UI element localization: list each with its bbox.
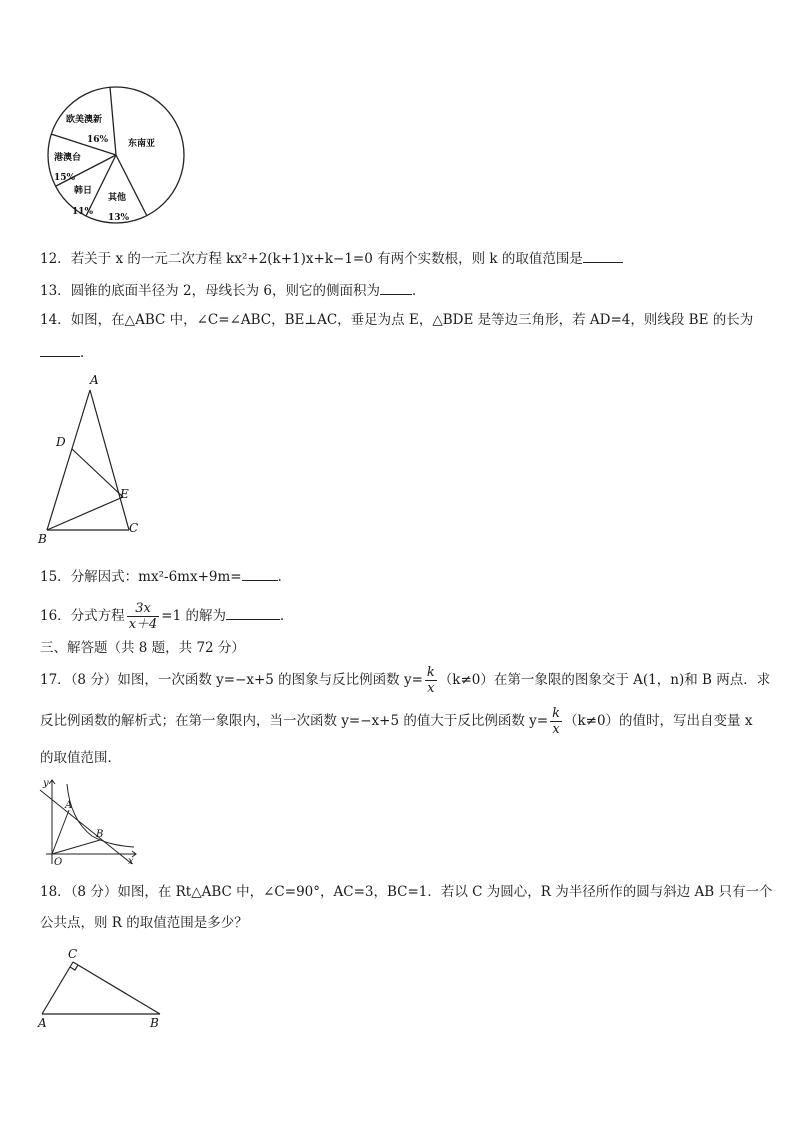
question-text: 圆锥的底面半径为 2，母线长为 6，则它的侧面积为 xyxy=(70,283,380,299)
question-text: 如图，在△ABC 中，∠C=∠ABC，BE⊥AC，垂足为点 E，△BDE 是等边三角形，若 AD=4，则线段 BE 的长为 xyxy=(70,312,754,328)
question-number: 18． xyxy=(40,884,71,900)
question-12 xyxy=(40,248,623,269)
label-O: O xyxy=(54,857,63,868)
pie-label-jpkr: 韩日 xyxy=(74,186,93,196)
figure-14-triangle xyxy=(34,370,146,550)
fraction-denominator: x＋4 xyxy=(128,617,158,632)
pie-label-other: 其他 xyxy=(108,193,127,203)
label-A: A xyxy=(38,1016,47,1030)
question-text-2: =1 的解为 xyxy=(161,608,226,624)
question-17-line3: 的取值范围． xyxy=(40,750,121,766)
linear-function-line xyxy=(40,790,132,864)
pie-label-hk: 港澳台 xyxy=(54,153,82,163)
question-17-line2 xyxy=(40,704,752,738)
question-14 xyxy=(40,310,753,330)
period: ． xyxy=(411,283,426,299)
segment-OA xyxy=(52,810,69,854)
label-B: B xyxy=(96,829,104,840)
answer-blank xyxy=(242,566,278,581)
fraction-denominator: x xyxy=(427,681,435,696)
question-number: 16． xyxy=(40,608,71,624)
fraction-numerator: 3x xyxy=(127,601,160,617)
question-15 xyxy=(40,566,291,587)
label-B: B xyxy=(38,532,47,546)
question-16 xyxy=(40,597,294,635)
answer-blank xyxy=(226,605,280,620)
question-number: 14． xyxy=(40,312,71,328)
question-text-3: 反比例函数的解析式；在第一象限内，当一次函数 y=−x+5 的值大于反比例函数 y= xyxy=(40,713,549,729)
answer-blank xyxy=(40,342,80,357)
label-y: y xyxy=(43,778,49,789)
question-13 xyxy=(40,280,425,301)
question-number: 13． xyxy=(40,283,71,299)
fraction-numerator: k xyxy=(426,665,435,680)
figure-18-right-triangle xyxy=(34,944,170,1030)
question-17-line1 xyxy=(40,663,770,697)
fraction-denominator: x xyxy=(552,722,560,737)
answer-blank xyxy=(380,280,412,295)
question-text: 分解因式：mx²-6mx+9m= xyxy=(70,569,242,585)
segment-OB xyxy=(52,840,100,854)
pie-pct-jpkr: 11% xyxy=(72,207,94,217)
question-14-blank xyxy=(40,342,94,363)
question-text: （8 分）如图，在 Rt△ABC 中，∠C=90°，AC=3，BC=1．若以 C 为圆心，R 为半径所作的圆与斜边 AB 只有一个 xyxy=(70,884,773,900)
label-A: A xyxy=(90,373,99,387)
label-C: C xyxy=(129,521,139,535)
section-heading: 三、解答题（共 8 题，共 72 分） xyxy=(40,640,245,656)
pie-chart xyxy=(44,84,189,226)
pie-label-top: 欧美澳新 xyxy=(66,115,103,125)
question-text: （8 分）如图，一次函数 y=−x+5 的图象与反比例函数 y= xyxy=(70,672,423,688)
label-B: B xyxy=(150,1016,159,1030)
question-text: 若关于 x 的一元二次方程 kx²+2(k+1)x+k−1=0 有两个实数根，则 k 的取值范围是 xyxy=(70,251,583,267)
fraction-numerator: k xyxy=(552,706,560,721)
period: ． xyxy=(280,608,294,624)
label-A: A xyxy=(65,800,73,811)
pie-pct-hk: 15% xyxy=(54,173,76,183)
answer-blank xyxy=(583,248,623,263)
label-E: E xyxy=(120,487,129,501)
label-D: D xyxy=(56,435,66,449)
question-number: 17． xyxy=(40,672,71,688)
fraction xyxy=(425,665,437,696)
period: ． xyxy=(277,569,292,585)
question-text-2: （k≠0）在第一象限的图象交于 A(1，n)和 B 两点．求 xyxy=(438,672,771,688)
question-text-4: （k≠0）的值时，写出自变量 x xyxy=(563,713,753,729)
label-C: C xyxy=(68,947,78,961)
label-x: x xyxy=(128,856,134,867)
question-number: 12． xyxy=(40,251,71,267)
fraction xyxy=(550,706,562,737)
question-number: 15． xyxy=(40,569,71,585)
fraction xyxy=(127,601,160,632)
question-18-line1 xyxy=(40,882,773,902)
pie-pct-top: 16% xyxy=(87,135,109,145)
pie-label-sea: 东南亚 xyxy=(128,139,156,149)
figure-17-graph xyxy=(36,776,140,868)
question-18-line2: 公共点，则 R 的取值范围是多少？ xyxy=(40,915,248,931)
pie-pct-other: 13% xyxy=(108,213,130,223)
period: ． xyxy=(80,345,94,361)
question-text: 分式方程 xyxy=(70,608,125,624)
